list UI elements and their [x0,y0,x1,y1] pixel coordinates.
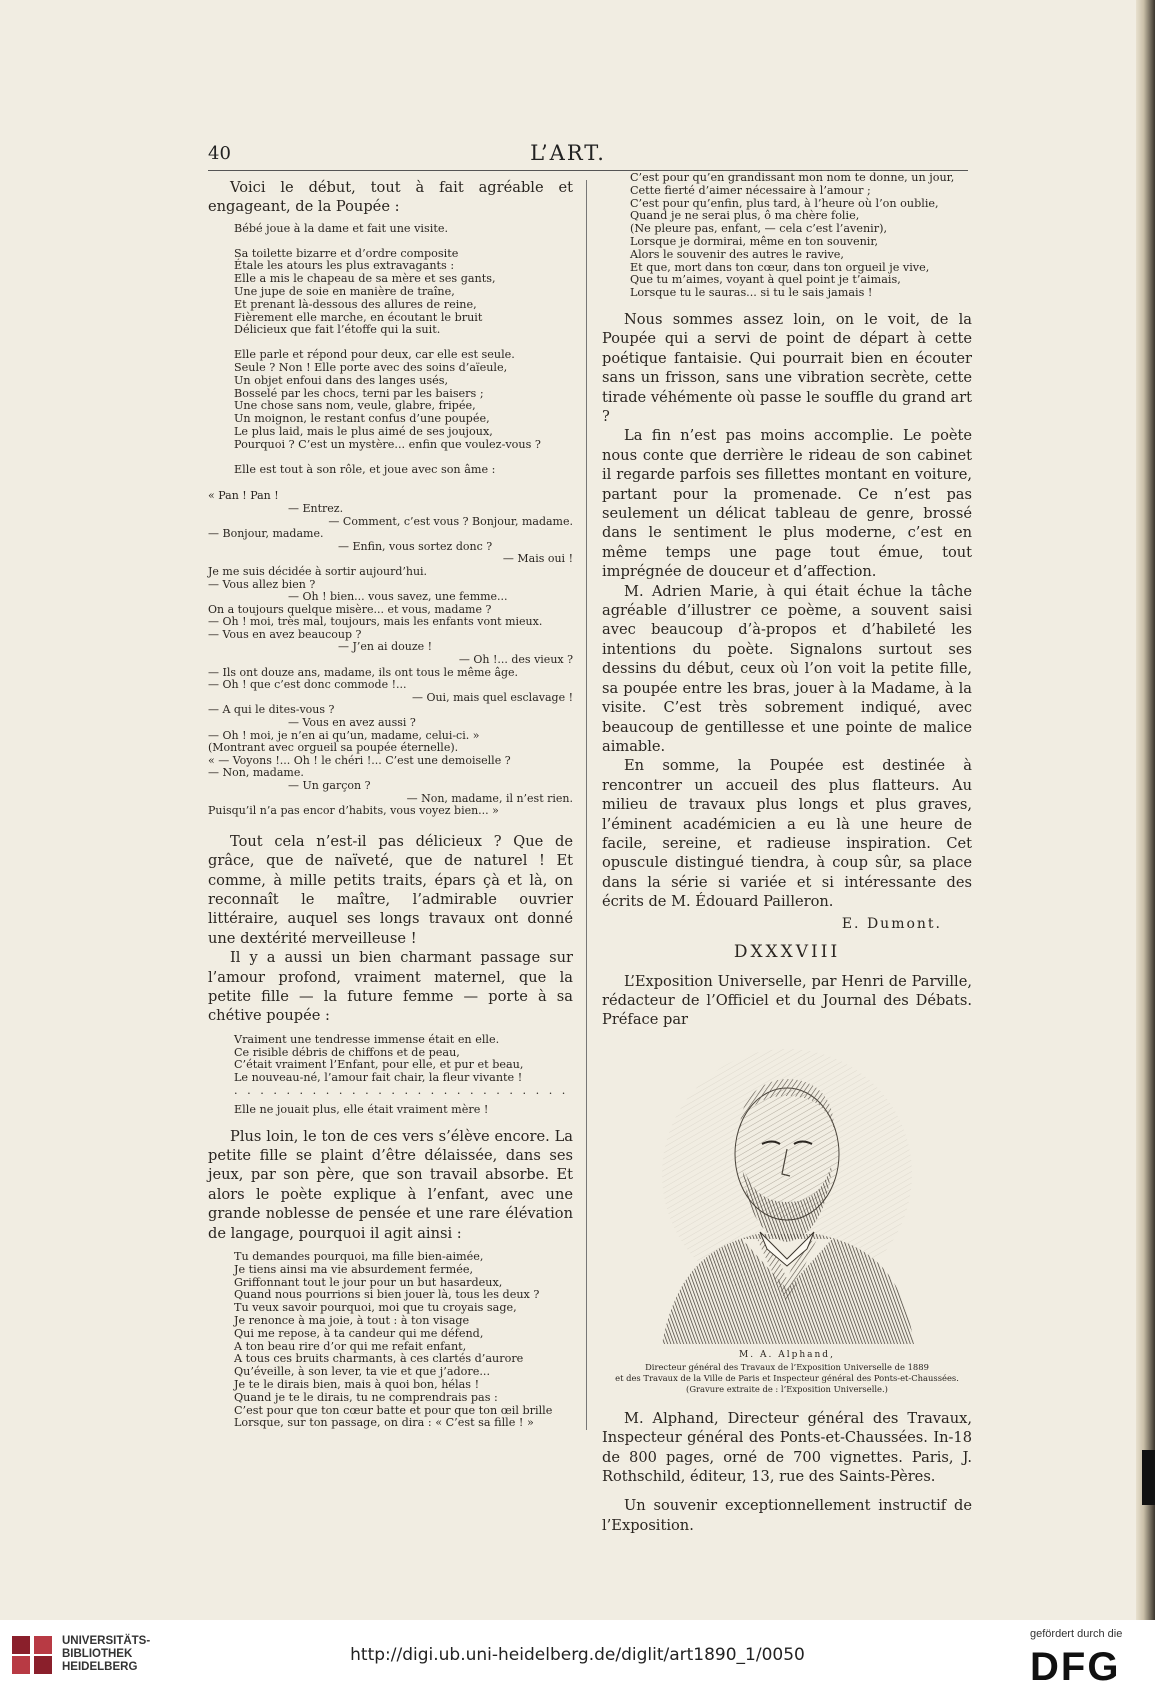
dialogue-line: — Vous allez bien ? [208,577,316,591]
verse-line: Quand je ne serai plus, ô ma chère folie, [630,209,860,223]
verse-line: Lorsque tu le sauras... si tu le sais jamais ! [630,286,873,300]
verse-line: Sa toilette bizarre et d’ordre composite [234,246,459,260]
paragraph-2: Tout cela n’est-il pas délicieux ? Que de grâce, que de naïveté, que de naturel ! Et comme, à mille petits traits, épars çà et là, on reconnaît le maître, l’admirable ouvrier littéraire, auquel ses longs travaux ont donné une dextérité merveilleuse ! [208,832,573,947]
verse-line: Lorsque, sur ton passage, on dira : « C’est sa fille ! » [234,1416,534,1430]
paragraph-6: La fin n’est pas moins accomplie. Le poète nous conte que derrière le rideau de son cabinet il regarde parfois ses fillettes montant en voiture, partant pour la promenade. Ce n’est pas seulement un délicat tableau de genre, brossé dans le sentiment le plus moderne, c’est en même temps une page tout émue, tout imprégnée de douceur et d’affection. [602,427,972,581]
stanza-3: Elle est tout à son rôle, et joue avec son âme : [234,462,496,476]
portrait-engraving [622,1044,952,1344]
verse-line: Tu veux savoir pourquoi, moi que tu croyais sage, [234,1301,517,1315]
verse-line: Elle a mis le chapeau de sa mère et ses gants, [234,272,496,286]
verse-line: C’est pour qu’en grandissant mon nom te donne, un jour, [630,171,955,184]
dialogue-line: — Non, madame, il n’est rien. [406,791,573,805]
verse-line: Que tu m’aimes, voyant à quel point je t’aimais, [630,273,901,287]
verse-line: Quand nous pourrions si bien jouer là, tous les deux ? [234,1288,540,1302]
verse-line: C’est pour que ton cœur batte et pour que ton œil brille [234,1403,553,1417]
paragraph-8: En somme, la Poupée est destinée à rencontrer un accueil des plus flatteurs. Au milieu de travaux plus longs et plus graves, l’éminent académicien a eu là une heure de facile, sereine, et radieuse inspiration. Cet opuscule distingué tiendra, à coup sûr, sa place dans la série si variée et si intéressante des écrits de M. Édouard Pailleron. [602,757,972,911]
verse-line: Et que, mort dans ton cœur, dans ton orgueil je vive, [630,260,930,274]
verse-line: Un moignon, le restant confus d’une poupée, [234,412,490,426]
dialogue-line: — Bonjour, madame. [208,527,324,541]
funding-note: gefördert durch die [1030,1628,1123,1640]
dialogue-line: — Oh !... des vieux ? [458,653,573,667]
dialogue-line: « — Voyons !... Oh ! le chéri !... C’est une demoiselle ? [208,753,511,767]
library-name-line-2: BIBLIOTHEK [62,1648,133,1660]
dialogue-line: — Entrez. [288,501,344,515]
paragraph-4: Plus loin, le ton de ces vers s’élève encore. La petite fille se plaint d’être délaissée, dans ses jeux, par son père, que son travail absorbe. Et alors le poète explique à l’enfant, avec une grande noblesse de pensée et une rare élévation de langage, pourquoi il agit ainsi : [208,1127,573,1242]
book-spine-edge [1136,0,1155,1620]
dialogue-line: « Pan ! Pan ! [208,489,279,503]
verse-line: Le plus laid, mais le plus aimé de ses joujoux, [234,424,493,438]
dialogue-line: — Ils ont douze ans, madame, ils ont tous le même âge. [208,665,519,679]
dialogue-line: — Oh ! moi, je n’en ai qu’un, madame, celui-ci. » [208,728,480,742]
verse-line: Un objet enfoui dans des langes usés, [234,373,449,387]
verse-line: Une jupe de soie en manière de traîne, [234,285,455,298]
verse-line: Et prenant là-dessous des allures de reine, [234,297,477,311]
verse-line: Je renonce à ma joie, à tout : à ton visage [234,1314,470,1328]
page-number: 40 [208,143,231,164]
paragraph-7: M. Adrien Marie, à qui était échue la tâche agréable d’illustrer ce poème, a souvent saisi avec beaucoup d’à-propos et d’habileté les intentions du poète. Signalons surtout ses dessins du début, ceux où l’on voit la petite fille, sa poupée entre les bras, jouer à la Madame, à la visite. C’est très sobrement indiqué, avec beaucoup de gentillesse et une pointe de malice aimable. [602,582,972,755]
stanza-6 [602,172,972,300]
dialogue-line: (Montrant avec orgueil sa poupée éternelle). [208,741,459,755]
dialogue-line: On a toujours quelque misère... et vous, madame ? [208,602,492,616]
spine-marker [1142,1450,1155,1505]
caption-line: (Gravure extraite de : l’Exposition Universelle.) [686,1383,888,1394]
verse-line: Délicieux que fait l’étoffe qui la suit. [234,323,441,337]
column-divider [586,180,587,1430]
stanza-2 [208,349,573,451]
verse-line: A tous ces bruits charmants, à ces clartés d’aurore [234,1352,524,1366]
verse-line: Quand je te le dirais, tu ne comprendrais pas : [234,1390,498,1404]
dialogue-line: — Mais oui ! [502,552,573,566]
library-name-line-3: HEIDELBERG [62,1661,138,1673]
book-entry: L’Exposition Universelle, par Henri de Parville, rédacteur de l’Officiel et du Journal des Débats. Préface par [602,972,972,1029]
left-column [208,178,573,1430]
ellipsis-dots: . . . . . . . . . . . . . . . . . . . . . . . . . . [234,1084,569,1098]
paragraph-9: M. Alphand, Directeur général des Travaux, Inspecteur général des Ponts-et-Chaussées. In-18 de 800 pages, orné de 700 vignettes. Paris, J. Rothschild, éditeur, 13, rue des Saints-Pères. [602,1409,972,1485]
stanza-5 [208,1251,573,1430]
verse-line: Ce risible débris de chiffons et de peau, [234,1045,460,1059]
verse-line: Vraiment une tendresse immense était en elle. [234,1032,500,1046]
caption-line: et des Travaux de la Ville de Paris et Inspecteur général des Ponts-et-Chaussées. [615,1372,959,1383]
paragraph-5: Nous sommes assez loin, on le voit, de la Poupée qui a servi de point de départ à cette poétique fantaisie. Qui pourrait bien en écouter sans un frisson, sans une vibration secrète, cette tirade véhémente où passe le souffle du grand art ? [602,310,972,425]
dialogue-line: — Oui, mais quel esclavage ! [411,690,573,704]
section-heading: DXXXVIII [733,941,841,962]
verse-line: Fièrement elle marche, en écoutant le bruit [234,310,483,324]
verse-line: Une chose sans nom, veule, glabre, fripée, [234,399,476,413]
right-column [602,172,972,1535]
verse-line: Cette fierté d’aimer nécessaire à l’amour ; [630,183,871,197]
portrait-illustration [622,1044,952,1344]
intro-paragraph: Voici le début, tout à fait agréable et engageant, de la Poupée : [208,179,573,216]
running-title: L’ART. [530,141,606,165]
dialogue-line: — Oh ! que c’est donc commode !... [208,678,407,692]
stanza-4-end: Elle ne jouait plus, elle était vraiment mère ! [234,1102,489,1116]
dialogue-line: — Un garçon ? [288,779,371,793]
verse-line: A ton beau rire d’or qui me refait enfant, [234,1339,467,1353]
signature: E. Dumont. [841,915,942,932]
verse-line: C’était vraiment l’Enfant, pour elle, et pur et beau, [234,1058,524,1072]
verse-line: C’est pour qu’enfin, plus tard, à l’heure où l’on oublie, [630,196,939,210]
stanza-1 [208,248,573,338]
verse-line: Je tiens ainsi ma vie absurdement fermée, [234,1262,474,1276]
paragraph-10: Un souvenir exceptionnellement instructif de l’Exposition. [602,1497,972,1534]
stanza-lead: Bébé joue à la dame et fait une visite. [234,221,449,235]
verse-line: Étale les atours les plus extravagants : [234,259,455,273]
verse-line: Qu’éveille, à son lever, ta vie et que j’adore... [234,1365,491,1379]
paragraph-3: Il y a aussi un bien charmant passage sur l’amour profond, vraiment maternel, que la petite fille — la future femme — porte à sa chétive poupée : [208,949,573,1025]
permalink-url[interactable]: http://digi.ub.uni-heidelberg.de/diglit/art1890_1/0050 [350,1645,805,1665]
verse-line: Pourquoi ? C’est un mystère... enfin que voulez-vous ? [234,437,541,451]
stanza-4 [208,1034,573,1085]
caption-lines [602,1362,972,1395]
dfg-logo: DFG [1030,1645,1121,1689]
dialogue-line: — Non, madame. [208,766,304,780]
verse-line: Tu demandes pourquoi, ma fille bien-aimée, [234,1250,484,1264]
dialogue-line: — A qui le dites-vous ? [208,703,335,717]
verse-line: Je te le dirais bien, mais à quoi bon, hélas ! [234,1378,480,1392]
verse-line: Alors le souvenir des autres le ravive, [630,247,844,261]
dialogue-line: — J’en ai douze ! [338,640,433,654]
library-name-line-1: UNIVERSITÄTS- [62,1635,151,1647]
caption-line: Directeur général des Travaux de l’Exposition Universelle de 1889 [645,1361,929,1372]
dialogue-line: Je me suis décidée à sortir aujourd’hui. [208,564,428,578]
verse-line: Elle parle et répond pour deux, car elle est seule. [234,348,515,362]
dialogue-line: Puisqu’il n’a pas encor d’habits, vous voyez bien... » [208,804,499,818]
verse-line: Griffonnant tout le jour pour un but hasardeux, [234,1275,503,1289]
verse-line: Seule ? Non ! Elle porte avec des soins d’aïeule, [234,360,508,374]
verse-line: Le nouveau-né, l’amour fait chair, la fleur vivante ! [234,1071,523,1085]
dialogue-line: — Oh ! moi, très mal, toujours, mais les enfants vont mieux. [208,615,543,629]
dialogue-block [208,490,573,817]
dialogue-line: — Oh ! bien... vous savez, une femme... [288,590,508,604]
dialogue-line: — Comment, c’est vous ? Bonjour, madame. [328,514,573,528]
caption-name: M. A. Alphand, [739,1349,835,1360]
verse-line: Lorsque je dormirai, même en ton souvenir, [630,234,879,248]
dialogue-line: — Enfin, vous sortez donc ? [338,539,493,553]
dialogue-line: — Vous en avez aussi ? [288,716,416,730]
dialogue-line: — Vous en avez beaucoup ? [208,627,362,641]
verse-line: (Ne pleure pas, enfant, — cela c’est l’avenir), [630,222,888,236]
verse-line: Bosselé par les chocs, terni par les baisers ; [234,386,484,400]
verse-line: Qui me repose, à ta candeur qui me défend, [234,1326,484,1340]
